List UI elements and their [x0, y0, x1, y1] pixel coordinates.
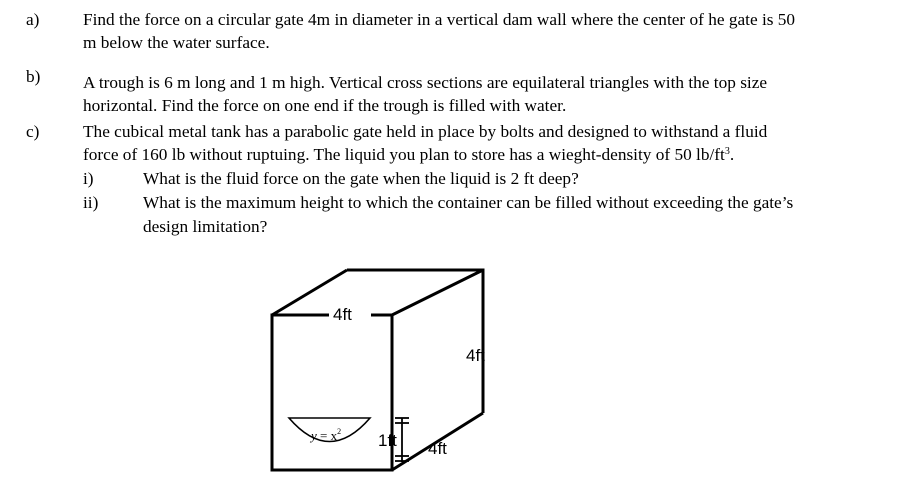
parabola-eq-rhs: = x [316, 428, 338, 443]
tank-front-face [272, 315, 392, 470]
problem-a-text-line-2: m below the water surface. [83, 33, 270, 52]
problem-b-text-line-1: A trough is 6 m long and 1 m high. Vertical cross sections are equilateral triangles with the top size [83, 73, 768, 92]
subpart-i-label: i) [83, 169, 94, 188]
subpart-ii-text-line-1: What is the maximum height to which the container can be filled without exceeding the gate’s [143, 193, 794, 212]
top-edge-label: 4ft [333, 305, 352, 324]
problem-a-text-line-1: Find the force on a circular gate 4m in diameter in a vertical dam wall where the center of he gate is 50 [83, 10, 796, 29]
parabola-equation [309, 427, 341, 443]
subpart-ii-label: ii) [83, 193, 99, 212]
problem-b-text-line-2: horizontal. Find the force on one end if the trough is filled with water. [83, 96, 567, 115]
depth-edge-label: 4ft [428, 439, 447, 458]
problem-a-label: a) [26, 10, 40, 29]
parabola-eq-y: y [311, 428, 317, 443]
problem-c-label: c) [26, 122, 40, 141]
gate-height-label: 1ft [378, 431, 397, 450]
problem-c-text-line-1: The cubical metal tank has a parabolic gate held in place by bolts and designed to withstand a fluid [83, 122, 768, 141]
problem-c-text-line-2-main: force of 160 lb without ruptuing. The liquid you plan to store has a wieght-density of 50 lb/ft [83, 145, 725, 164]
side-edge-label: 4ft [466, 346, 485, 365]
tank-top-right-edge [392, 270, 483, 315]
subpart-ii-text-line-2: design limitation? [143, 217, 268, 236]
gate-height-dimension [395, 418, 409, 462]
problem-c-period: . [729, 145, 735, 164]
problem-b-label: b) [26, 67, 41, 86]
parabola-eq-exp: 2 [337, 427, 342, 436]
tank-back-edges [347, 270, 483, 413]
cubed-superscript: 3 [724, 146, 730, 157]
subpart-i-text: What is the fluid force on the gate when the liquid is 2 ft deep? [143, 169, 579, 188]
